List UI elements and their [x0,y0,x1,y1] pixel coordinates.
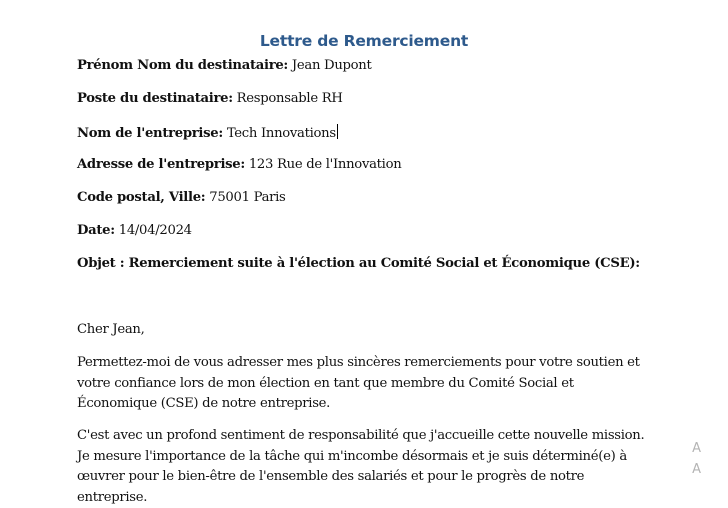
company-name-line [77,124,338,141]
date-label: Date: [77,223,115,238]
recipient-position-value: Responsable RH [232,91,343,106]
company-name-value: Tech Innovations [222,126,336,141]
company-name-label: Nom de l'entreprise: [77,126,223,141]
recipient-name-label: Prénom Nom du destinataire: [77,58,289,73]
edge-mark-2: A [692,462,701,477]
company-address-line [77,157,401,172]
company-address-label: Adresse de l'entreprise: [77,157,245,172]
body-paragraph-2: C'est avec un profond sentiment de responsabilité que j'accueille cette nouvelle mission. Je mesure l'importance de la tâche qui m'incombe désormais et je suis déterminé(e) à œuvrer pour le bien-être de l'ensemble des salariés et pour le progrès de notre entreprise. [77,428,645,505]
greeting: Cher Jean, [77,322,145,337]
postal-city-label: Code postal, Ville: [77,190,206,205]
subject-line [77,256,640,271]
text-cursor [337,124,338,139]
recipient-name-value: Jean Dupont [288,58,372,73]
recipient-position-label: Poste du destinataire: [77,91,233,106]
date-line [77,223,192,238]
body-paragraph-1: Permettez-moi de vous adresser mes plus sincères remerciements pour votre soutien et votre confiance lors de mon élection en tant que membre du Comité Social et Économique (CSE) de notre entreprise. [77,355,640,411]
subject-text: Objet : Remerciement suite à l'élection au Comité Social et Économique (CSE): [77,256,640,271]
date-value: 14/04/2024 [114,223,192,238]
edge-mark-1: A [692,441,701,456]
postal-city-line [77,190,286,205]
document-title: Lettre de Remerciement [259,32,469,50]
recipient-position-line [77,91,343,106]
company-address-value: 123 Rue de l'Innovation [244,157,402,172]
recipient-name-line [77,58,372,73]
postal-city-value: 75001 Paris [205,190,286,205]
